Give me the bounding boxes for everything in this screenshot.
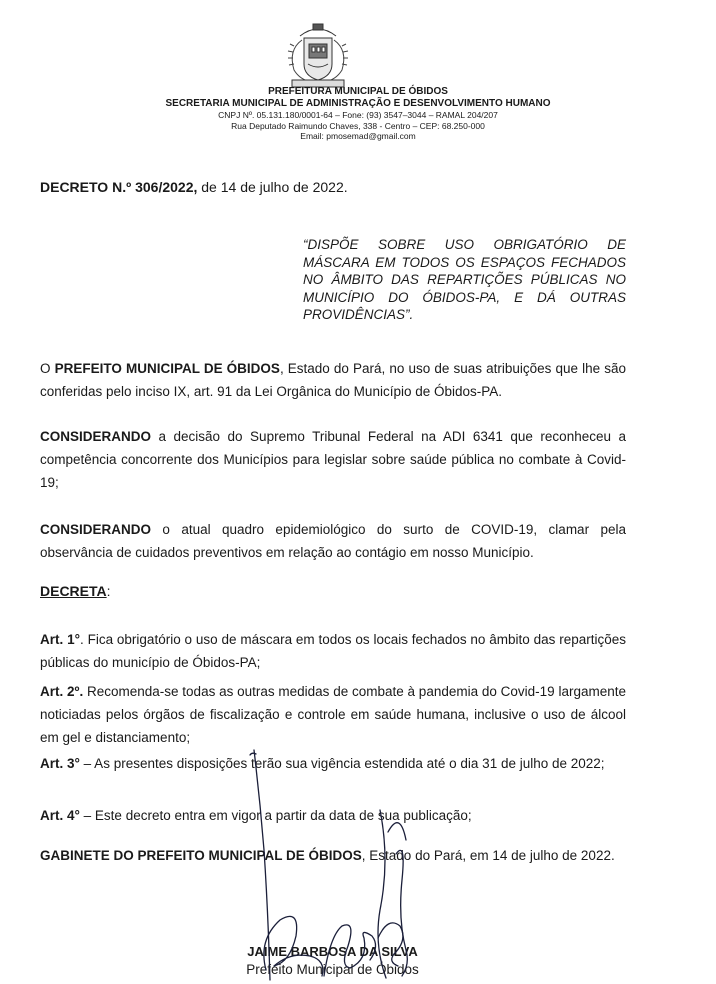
considerando-paragraph-1 xyxy=(40,425,626,494)
article-4-text: – Este decreto entra em vigor a partir da data de sua publicação; xyxy=(79,808,472,823)
signatory-name: JAIME BARBOSA DA SILVA xyxy=(247,944,418,959)
preamble-paragraph xyxy=(40,357,626,403)
considerando-2-label: CONSIDERANDO xyxy=(40,522,152,537)
letterhead-prefeitura: PREFEITURA MUNICIPAL DE ÓBIDOS xyxy=(268,86,448,97)
decreta-colon: : xyxy=(106,583,111,599)
gabinete-label: GABINETE DO PREFEITO MUNICIPAL DE ÓBIDOS xyxy=(40,848,362,863)
article-2 xyxy=(40,680,626,749)
handwritten-signature-icon xyxy=(230,740,460,984)
signatory-role: Prefeito Municipal de Óbidos xyxy=(246,962,419,977)
considerando-1-label: CONSIDERANDO xyxy=(40,429,152,444)
article-1-text: . Fica obrigatório o uso de máscara em todos os locais fechados no âmbito das repartições públicas do município de Óbidos-PA; xyxy=(40,632,626,670)
decree-summary: “DISPÕE SOBRE USO OBRIGATÓRIO DE MÁSCARA EM TODOS OS ESPAÇOS FECHADOS NO ÂMBITO DAS REPARTIÇÕES PÚBLICAS NO MUNICÍPIO DO ÓBIDOS-PA, E DÁ OUTRAS PROVIDÊNCIAS”. xyxy=(303,237,626,322)
article-3-label: Art. 3° xyxy=(40,756,80,771)
decree-date: de 14 de julho de 2022. xyxy=(197,179,348,195)
municipal-crest-icon xyxy=(278,20,358,90)
considerando-paragraph-2 xyxy=(40,518,626,564)
considerando-1-text: a decisão do Supremo Tribunal Federal na ADI 6341 que reconheceu a competência concorrente dos Municípios para legislar sobre saúde pública no combate à Covid-19; xyxy=(40,429,626,490)
decreta-label: DECRETA xyxy=(40,583,107,599)
letterhead-address: Rua Deputado Raimundo Chaves, 338 - Centro – CEP: 68.250-000 xyxy=(231,120,485,131)
article-1-label: Art. 1° xyxy=(40,632,80,647)
preamble-lead: O xyxy=(40,361,55,376)
preamble-bold: PREFEITO MUNICIPAL DE ÓBIDOS xyxy=(54,361,280,376)
letterhead-email: Email: pmosemad@gmail.com xyxy=(300,131,416,141)
decreta-heading xyxy=(40,583,111,599)
article-3-text: – As presentes disposições terão sua vigência estendida até o dia 31 de julho de 2022; xyxy=(79,756,605,771)
decree-title xyxy=(40,179,348,195)
letterhead-cnpj: CNPJ Nº. 05.131.180/0001-64 – Fone: (93) 3547–3044 – RAMAL 204/207 xyxy=(218,110,498,120)
decree-number: DECRETO N.º 306/2022, xyxy=(40,179,198,195)
article-2-label: Art. 2º. xyxy=(40,684,84,699)
article-2-text: Recomenda-se todas as outras medidas de combate à pandemia do Covid-19 largamente noticiadas pelos órgãos de fiscalização e controle em saúde humana, inclusive o uso de álcool em gel e distanciamento; xyxy=(40,684,626,745)
considerando-2-text: o atual quadro epidemiológico do surto de COVID-19, clamar pela observância de cuidados preventivos em relação ao contágio em nosso Município. xyxy=(40,522,626,560)
article-1 xyxy=(40,628,626,674)
letterhead xyxy=(0,86,716,142)
article-4-label: Art. 4° xyxy=(40,808,80,823)
preamble-text: , Estado do Pará, no uso de suas atribuições que lhe são conferidas pelo inciso IX, art. 91 da Lei Orgânica do Município de Óbidos-PA. xyxy=(40,361,626,399)
letterhead-secretaria: SECRETARIA MUNICIPAL DE ADMINISTRAÇÃO E DESENVOLVIMENTO HUMANO xyxy=(165,98,551,109)
gabinete-text: , Estado do Pará, em 14 de julho de 2022. xyxy=(361,848,615,863)
